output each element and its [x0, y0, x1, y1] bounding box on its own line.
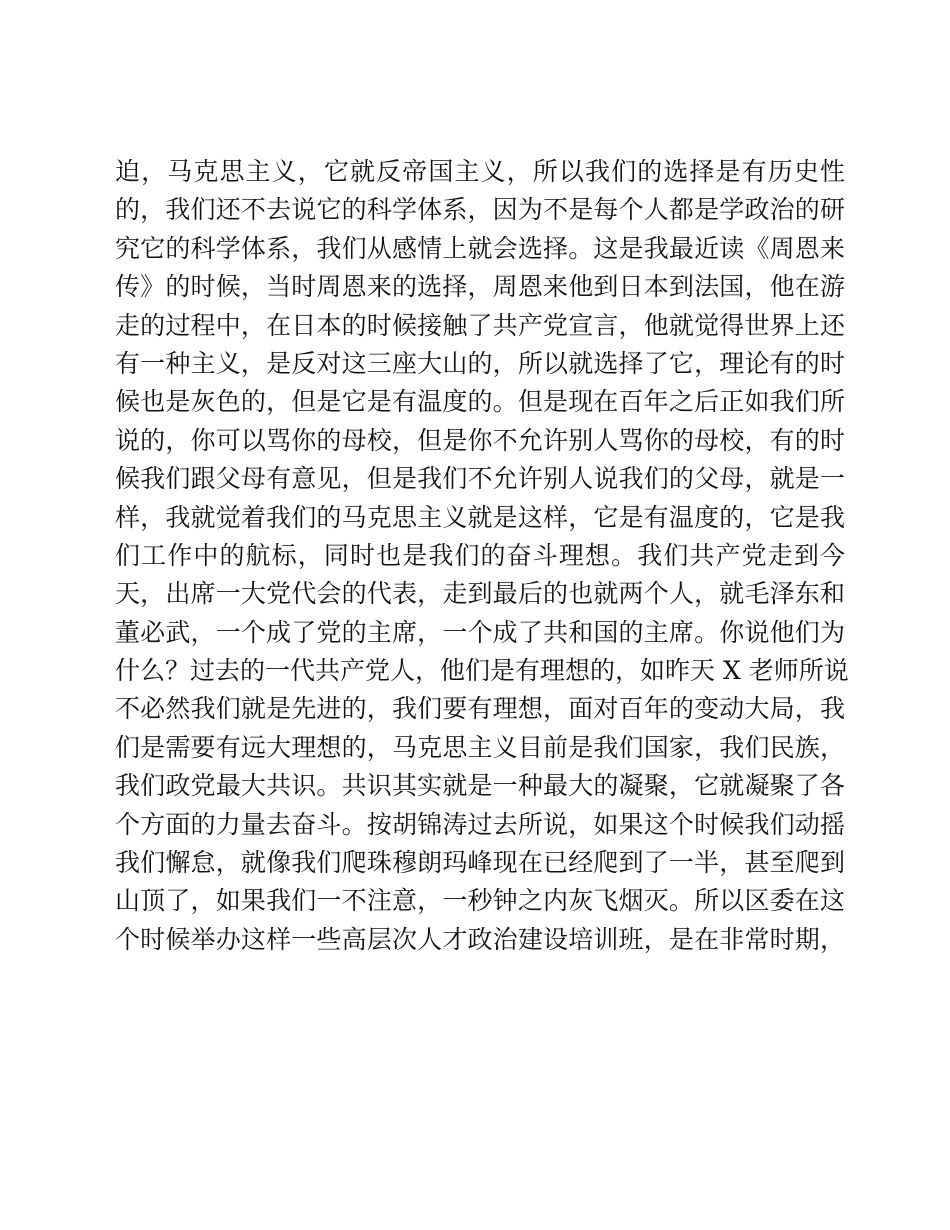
text-line: 候我们跟父母有意见，但是我们不允许别人说我们的父母，就是一 — [115, 464, 845, 494]
text-line: 个时候举办这样一些高层次人才政治建设培训班，是在非常时期， — [115, 924, 845, 954]
text-line: 董必武，一个成了党的主席，一个成了共和国的主席。你说他们为 — [115, 617, 845, 647]
text-line: 究它的科学体系，我们从感情上就会选择。这是我最近读《周恩来 — [115, 233, 845, 263]
text-line: 们是需要有远大理想的，马克思主义目前是我们国家，我们民族， — [115, 732, 845, 762]
text-line: 样，我就觉着我们的马克思主义就是这样，它是有温度的，它是我 — [115, 502, 845, 532]
text-line: 们工作中的航标，同时也是我们的奋斗理想。我们共产党走到今 — [115, 540, 845, 570]
text-line: 什么？过去的一代共产党人，他们是有理想的，如昨天 X 老师所说 — [115, 656, 849, 686]
text-line: 走的过程中，在日本的时候接触了共产党宣言，他就觉得世界上还 — [115, 310, 845, 340]
text-line: 候也是灰色的，但是它是有温度的。但是现在百年之后正如我们所 — [115, 387, 845, 417]
text-line: 天，出席一大党代会的代表，走到最后的也就两个人，就毛泽东和 — [115, 579, 845, 609]
text-line: 我们懈怠，就像我们爬珠穆朗玛峰现在已经爬到了一半，甚至爬到 — [115, 848, 845, 878]
text-line: 个方面的力量去奋斗。按胡锦涛过去所说，如果这个时候我们动摇 — [115, 809, 845, 839]
text-line: 有一种主义，是反对这三座大山的，所以就选择了它，理论有的时 — [115, 348, 845, 378]
text-line: 传》的时候，当时周恩来的选择，周恩来他到日本到法国，他在游 — [115, 272, 845, 302]
text-line: 山顶了，如果我们一不注意，一秒钟之内灰飞烟灭。所以区委在这 — [115, 886, 845, 916]
text-line: 说的，你可以骂你的母校，但是你不允许别人骂你的母校，有的时 — [115, 425, 845, 455]
body-text — [115, 153, 849, 959]
text-line: 我们政党最大共识。共识其实就是一种最大的凝聚，它就凝聚了各 — [115, 771, 845, 801]
text-line: 不必然我们就是先进的，我们要有理想，面对百年的变动大局，我 — [115, 694, 845, 724]
text-line: 的，我们还不去说它的科学体系，因为不是每个人都是学政治的研 — [115, 195, 845, 225]
text-line: 迫，马克思主义，它就反帝国主义，所以我们的选择是有历史性 — [115, 157, 845, 186]
